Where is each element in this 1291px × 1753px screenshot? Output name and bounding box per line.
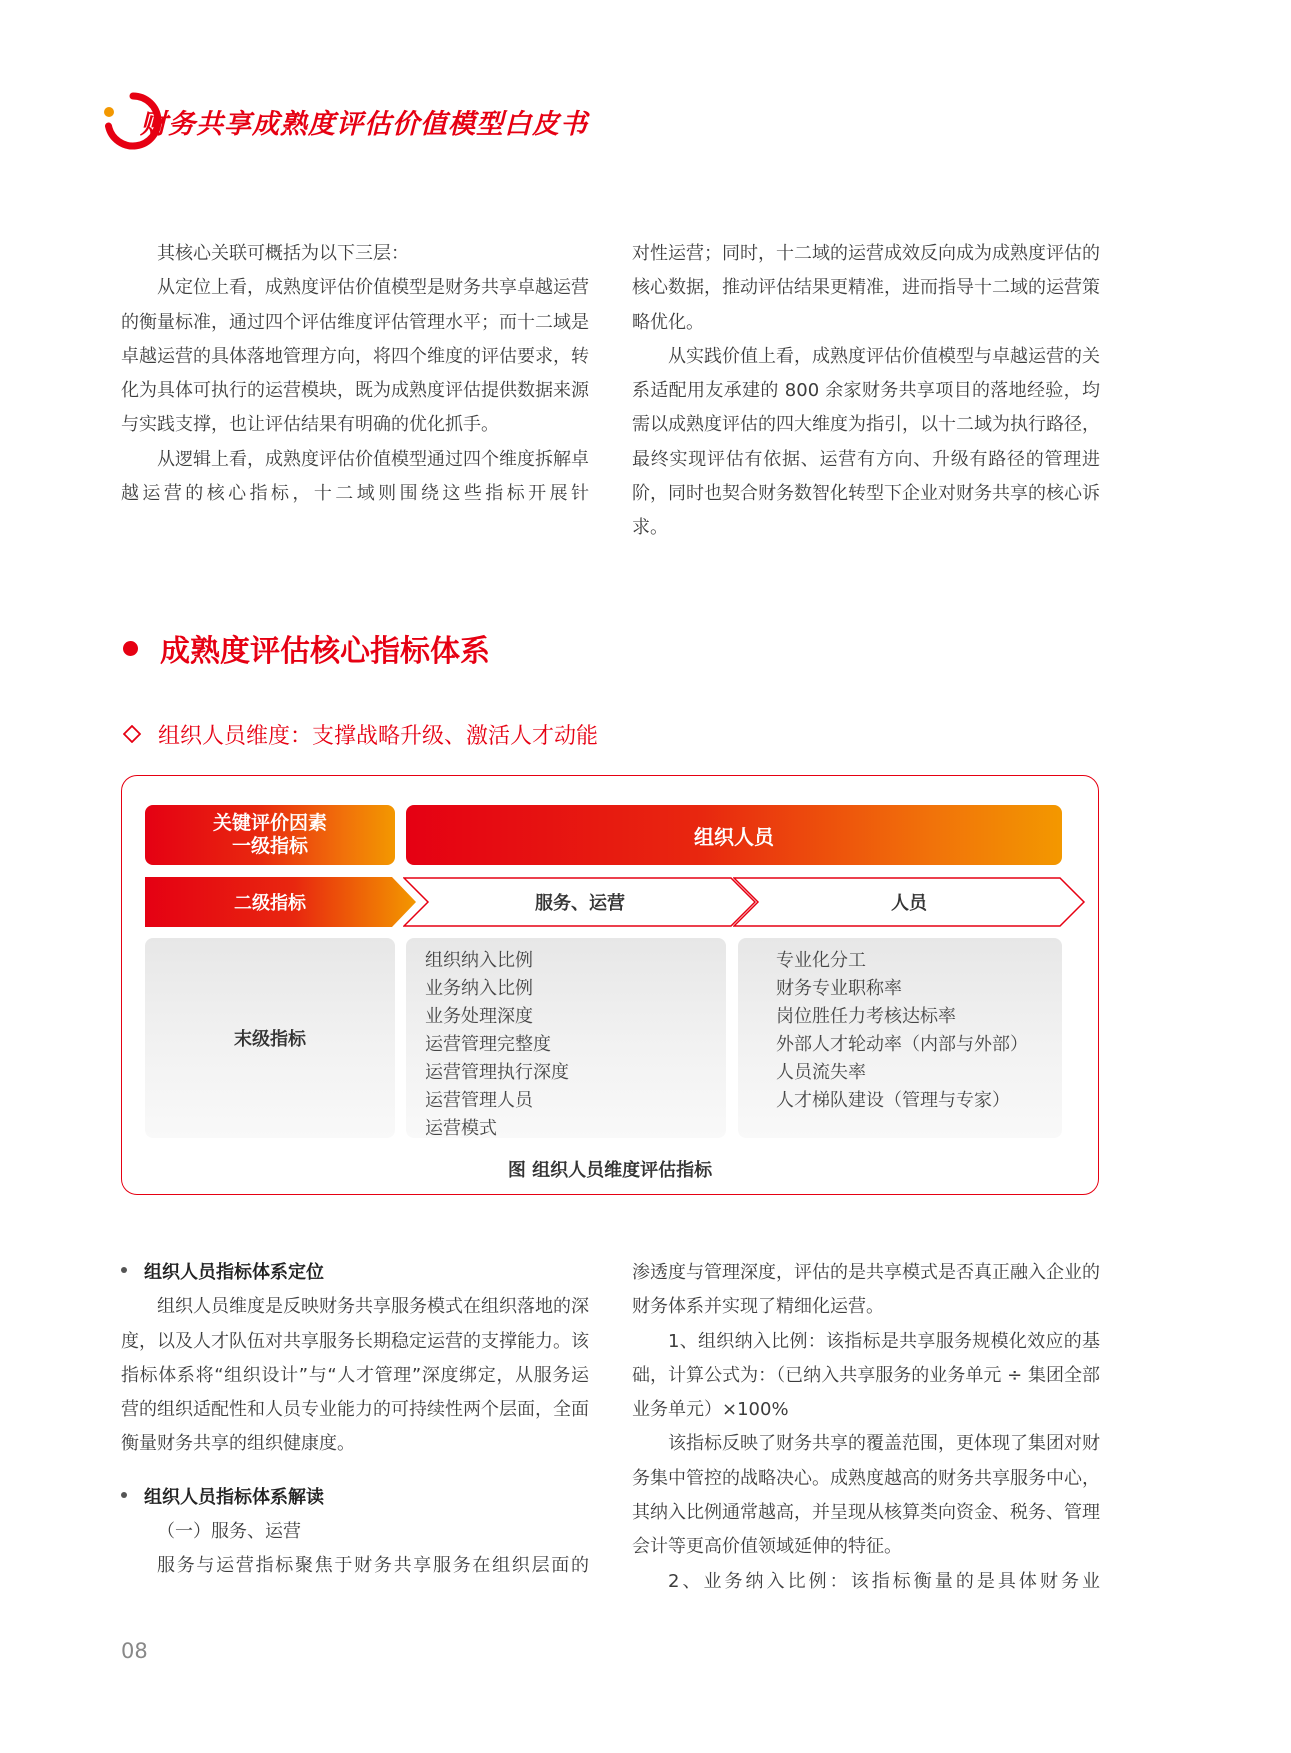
list-item: 外部人才轮动率（内部与外部） <box>776 1034 1028 1055</box>
paragraph: 该指标反映了财务共享的覆盖范围，更体现了集团对财务集中管控的战略决心。成熟度越高的财务共享服务中心，其纳入比例通常越高，并呈现从核算类向资金、税务、管理会计等更高价值领域延伸的特征。 <box>632 1433 1100 1558</box>
paragraph: 组织人员维度是反映财务共享服务模式在组织落地的深度，以及人才队伍对共享服务长期稳定运营的支撑能力。该指标体系将“组织设计”与“人才管理”深度绑定，从服务运营的组织适配性和人员专业能力的可持续性两个层面，全面衡量财务共享的组织健康度。 <box>121 1296 589 1455</box>
body-right-column <box>632 1256 1100 1599</box>
paragraph: 2、业务纳入比例：该指标衡量的是具体财务业 <box>668 1570 1100 1592</box>
paragraph: 其核心关联可概括为以下三层： <box>157 243 409 264</box>
bullet-heading-text: 组织人员指标体系定位 <box>144 1262 324 1283</box>
intro-right-column <box>632 237 1100 546</box>
list-item: 运营管理人员 <box>425 1090 533 1111</box>
paragraph: 从定位上看，成熟度评估价值模型是财务共享卓越运营的衡量标准，通过四个评估维度评估管理水平；而十二域是卓越运营的具体落地管理方向，将四个维度的评估要求，转化为具体可执行的运营模块，既为成熟度评估提供数据来源与实践支撑，也让评估结果有明确的优化抓手。 <box>121 277 589 436</box>
bullet-dot-icon <box>121 1267 127 1273</box>
figure-caption: 图 组织人员维度评估指标 <box>507 1160 713 1181</box>
list-item: 财务专业职称率 <box>776 978 902 999</box>
service-operation-list <box>406 938 726 1138</box>
list-item: 组织纳入比例 <box>425 950 533 971</box>
section-dot-icon <box>123 641 138 656</box>
bullet-dot-icon <box>121 1492 127 1498</box>
paragraph: 1、组织纳入比例：该指标是共享服务规模化效应的基础，计算公式为：（已纳入共享服务的业务单元 ÷ 集团全部业务单元）×100% <box>632 1330 1100 1421</box>
personnel-list <box>738 938 1062 1138</box>
paragraph: 从逻辑上看，成熟度评估价值模型通过四个维度拆解卓越运营的核心指标，十二域则围绕这些指标开展针 <box>121 448 589 505</box>
list-item: 人员流失率 <box>776 1062 866 1083</box>
list-item: 业务处理深度 <box>425 1006 533 1027</box>
sub-heading: （一）服务、运营 <box>157 1521 301 1543</box>
level1-label-line1: 关键评价因素 <box>212 812 327 834</box>
paragraph: 从实践价值上看，成熟度评估价值模型与卓越运营的关系适配用友承建的 800 余家财务共享项目的落地经验，均需以成熟度评估的四大维度为指引，以十二域为执行路径，最终实现评估有依据、运营有方向、升级有路径的管理进阶，同时也契合财务数智化转型下企业对财务共享的核心诉求。 <box>632 345 1100 539</box>
level2-label: 二级指标 <box>234 893 306 914</box>
page-number: 08 <box>121 1639 148 1663</box>
level1-label-box <box>145 805 395 865</box>
paragraph: 渗透度与管理深度，评估的是共享模式是否真正融入企业的财务体系并实现了精细化运营。 <box>632 1262 1100 1318</box>
document-header-title: 财务共享成熟度评估价值模型白皮书 <box>140 109 588 140</box>
list-item: 运营管理完整度 <box>425 1034 551 1055</box>
intro-left-column <box>121 237 589 511</box>
level1-org-personnel-box <box>406 805 1062 865</box>
list-item: 运营模式 <box>425 1118 497 1139</box>
level1-org-personnel-label: 组织人员 <box>694 824 774 849</box>
body-left-column <box>121 1256 589 1584</box>
diamond-icon <box>123 725 141 743</box>
list-item: 运营管理执行深度 <box>425 1062 569 1083</box>
bullet-heading-text: 组织人员指标体系解读 <box>144 1486 324 1508</box>
list-item: 人才梯队建设（管理与专家） <box>776 1090 1010 1111</box>
leaf-label-box <box>145 938 395 1138</box>
paragraph: 服务与运营指标聚焦于财务共享服务在组织层面的 <box>157 1555 589 1577</box>
list-item: 业务纳入比例 <box>425 978 533 999</box>
level2-personnel: 人员 <box>891 893 927 914</box>
level1-label-line2: 一级指标 <box>231 835 308 857</box>
level2-service-operation: 服务、运营 <box>535 893 625 914</box>
bullet-heading <box>121 1481 589 1515</box>
list-item: 专业化分工 <box>776 950 866 971</box>
subsection-title: 组织人员维度：支撑战略升级、激活人才动能 <box>158 724 599 749</box>
paragraph: 对性运营；同时，十二域的运营成效反向成为成熟度评估的核心数据，推动评估结果更精准，进而指导十二域的运营策略优化。 <box>632 243 1100 333</box>
list-item: 岗位胜任力考核达标率 <box>776 1006 956 1027</box>
leaf-label: 末级指标 <box>234 1029 306 1050</box>
indicator-diagram <box>121 775 1099 1195</box>
bullet-heading <box>121 1256 589 1290</box>
section-title: 成熟度评估核心指标体系 <box>160 634 490 669</box>
